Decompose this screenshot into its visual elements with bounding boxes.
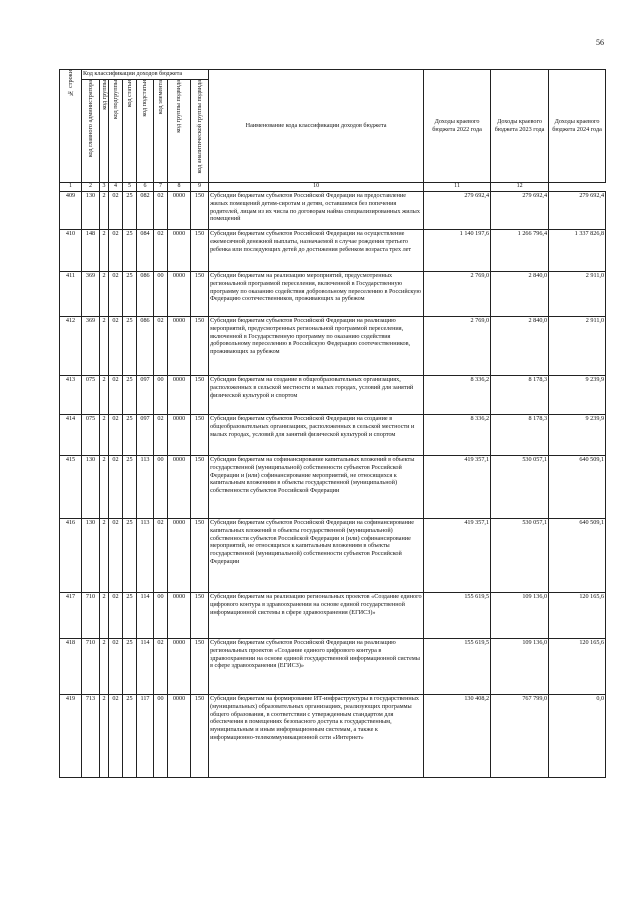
- column-number: 9: [191, 183, 209, 192]
- amount-2024: 2 911,0: [549, 272, 606, 317]
- subtype-group-code: 0000: [168, 519, 191, 593]
- subtype-group-code: 0000: [168, 272, 191, 317]
- row-number: 417: [60, 593, 82, 639]
- income-name: Субсидии бюджетам на реализацию мероприятий, предусмотренных региональной программой переселения, включенной в Государственную программу по оказанию содействия добровольному переселению в Российскую Федерацию соотечественников, проживающих за рубежом: [209, 272, 424, 317]
- column-number: 2: [82, 183, 100, 192]
- amount-2022: 419 357,1: [424, 456, 491, 519]
- amount-2023: 767 799,0: [491, 695, 549, 778]
- amount-2024: 1 337 826,8: [549, 230, 606, 272]
- row-number: 412: [60, 317, 82, 376]
- analytic-group-code: 150: [191, 192, 209, 230]
- element-code: 00: [154, 272, 168, 317]
- analytic-group-code: 150: [191, 272, 209, 317]
- table-row: [60, 456, 606, 519]
- admin-code: 710: [82, 639, 100, 695]
- subgroup-code: 02: [109, 519, 123, 593]
- element-code: 02: [154, 415, 168, 456]
- admin-code: 075: [82, 376, 100, 415]
- column-number: 8: [168, 183, 191, 192]
- subgroup-code: 02: [109, 415, 123, 456]
- analytic-group-code: 150: [191, 519, 209, 593]
- article-code: 25: [123, 593, 137, 639]
- article-code: 25: [123, 639, 137, 695]
- table-row: [60, 376, 606, 415]
- header-row-group: [60, 70, 606, 80]
- income-name: Субсидии бюджетам на софинансирование капитальных вложений в объекты государственной (муниципальной) собственности субъектов Российской Федерации и (или) софинансирование мероприятий, не относящихся к капитальным вложениям в объекты государственной (муниципальной) собственности субъектов Российской Федерации: [209, 456, 424, 519]
- subtype-group-code: 0000: [168, 695, 191, 778]
- income-name: Субсидии бюджетам субъектов Российской Федерации на создание в общеобразовательных организациях, расположенных в сельской местности и малых городах, условий для занятий физической культурой и спортом: [209, 415, 424, 456]
- header-classification-group: Код классификации доходов бюджета: [82, 70, 209, 80]
- analytic-group-code: 150: [191, 639, 209, 695]
- table-row: [60, 192, 606, 230]
- subgroup-code: 02: [109, 376, 123, 415]
- amount-2023: 8 178,3: [491, 376, 549, 415]
- row-number: 415: [60, 456, 82, 519]
- admin-code: 710: [82, 593, 100, 639]
- group-code: 2: [100, 272, 109, 317]
- column-number: 1: [60, 183, 82, 192]
- column-numbers-row: [60, 183, 606, 192]
- subarticle-code: 117: [137, 695, 154, 778]
- group-code: 2: [100, 519, 109, 593]
- subarticle-code: 114: [137, 639, 154, 695]
- header-amount-2022: Доходы краевого бюджета 2022 года: [424, 70, 491, 183]
- header-admin-code: код главного администратора: [82, 80, 100, 183]
- amount-2023: 530 057,1: [491, 519, 549, 593]
- admin-code: 369: [82, 317, 100, 376]
- amount-2022: 419 357,1: [424, 519, 491, 593]
- article-code: 25: [123, 192, 137, 230]
- page-number: 56: [596, 38, 604, 47]
- admin-code: 130: [82, 456, 100, 519]
- subarticle-code: 097: [137, 376, 154, 415]
- analytic-group-code: 150: [191, 415, 209, 456]
- article-code: 25: [123, 695, 137, 778]
- admin-code: 369: [82, 272, 100, 317]
- row-number: 411: [60, 272, 82, 317]
- element-code: 00: [154, 593, 168, 639]
- article-code: 25: [123, 272, 137, 317]
- column-number: 4: [109, 183, 123, 192]
- budget-income-table: [59, 69, 606, 778]
- element-code: 02: [154, 230, 168, 272]
- element-code: 00: [154, 456, 168, 519]
- header-amount-2024: Доходы краевого бюджета 2024 года: [549, 70, 606, 183]
- header-analytic-group-code: код аналитической группы подвида: [191, 80, 209, 183]
- table-row: [60, 272, 606, 317]
- element-code: 00: [154, 695, 168, 778]
- subtype-group-code: 0000: [168, 376, 191, 415]
- table-row: [60, 695, 606, 778]
- element-code: 02: [154, 519, 168, 593]
- amount-2022: 130 408,2: [424, 695, 491, 778]
- admin-code: 075: [82, 415, 100, 456]
- table-row: [60, 639, 606, 695]
- amount-2023: 109 136,0: [491, 593, 549, 639]
- group-code: 2: [100, 456, 109, 519]
- amount-2023: 1 266 796,4: [491, 230, 549, 272]
- row-number: 409: [60, 192, 82, 230]
- element-code: 02: [154, 317, 168, 376]
- income-name: Субсидии бюджетам субъектов Российской Федерации на реализацию региональных проектов «Создание единого цифрового контура в здравоохранении на основе единой государственной информационной системы в сфере здравоохранения (ЕГИСЗ)»: [209, 639, 424, 695]
- header-subarticle-code: код подстатьи: [137, 80, 154, 183]
- group-code: 2: [100, 593, 109, 639]
- subarticle-code: 113: [137, 456, 154, 519]
- analytic-group-code: 150: [191, 695, 209, 778]
- row-number: 416: [60, 519, 82, 593]
- subarticle-code: 086: [137, 272, 154, 317]
- row-number: 414: [60, 415, 82, 456]
- amount-2024: 9 239,9: [549, 415, 606, 456]
- row-number: 410: [60, 230, 82, 272]
- column-number: 11: [424, 183, 491, 192]
- subgroup-code: 02: [109, 639, 123, 695]
- subtype-group-code: 0000: [168, 317, 191, 376]
- subarticle-code: 097: [137, 415, 154, 456]
- table-body: [60, 192, 606, 778]
- subtype-group-code: 0000: [168, 639, 191, 695]
- subgroup-code: 02: [109, 192, 123, 230]
- article-code: 25: [123, 230, 137, 272]
- subtype-group-code: 0000: [168, 192, 191, 230]
- analytic-group-code: 150: [191, 317, 209, 376]
- table-row: [60, 593, 606, 639]
- amount-2023: 530 057,1: [491, 456, 549, 519]
- group-code: 2: [100, 376, 109, 415]
- income-name: Субсидии бюджетам субъектов Российской Федерации на осуществление ежемесячной денежной выплаты, назначаемой в случае рождения третьего ребенка или последующих детей до достижения ребенком возраста трех лет: [209, 230, 424, 272]
- column-number: 6: [137, 183, 154, 192]
- row-number: 418: [60, 639, 82, 695]
- column-number: 10: [209, 183, 424, 192]
- admin-code: 130: [82, 192, 100, 230]
- group-code: 2: [100, 695, 109, 778]
- amount-2023: 109 136,0: [491, 639, 549, 695]
- column-number: 7: [154, 183, 168, 192]
- group-code: 2: [100, 415, 109, 456]
- amount-2024: 120 165,6: [549, 593, 606, 639]
- subtype-group-code: 0000: [168, 593, 191, 639]
- element-code: 00: [154, 376, 168, 415]
- amount-2022: 8 336,2: [424, 415, 491, 456]
- income-name: Субсидии бюджетам на реализацию региональных проектов «Создание единого цифрового контура в здравоохранении на основе единой государственной информационной системы в сфере здравоохранения (ЕГИСЗ)»: [209, 593, 424, 639]
- row-number: 419: [60, 695, 82, 778]
- table-row: [60, 230, 606, 272]
- subgroup-code: 02: [109, 230, 123, 272]
- analytic-group-code: 150: [191, 376, 209, 415]
- amount-2024: 279 692,4: [549, 192, 606, 230]
- group-code: 2: [100, 192, 109, 230]
- income-name: Субсидии бюджетам на создание в общеобразовательных организациях, расположенных в сельской местности и малых городах, условий для занятий физической культурой и спортом: [209, 376, 424, 415]
- header-row-number: № строки: [60, 70, 82, 183]
- column-number: 3: [100, 183, 109, 192]
- subgroup-code: 02: [109, 593, 123, 639]
- element-code: 02: [154, 639, 168, 695]
- group-code: 2: [100, 230, 109, 272]
- admin-code: 148: [82, 230, 100, 272]
- admin-code: 713: [82, 695, 100, 778]
- income-name: Субсидии бюджетам на формирование ИТ-инфраструктуры в государственных (муниципальных) образовательных организациях, реализующих программы общего образования, в соответствии с утвержденным стандартом для обеспечения в помещениях безопасного доступа к государственным, муниципальным и иным информационным системам, а также к информационно-телекоммуникационной сети «Интернет»: [209, 695, 424, 778]
- table-row: [60, 519, 606, 593]
- group-code: 2: [100, 317, 109, 376]
- amount-2022: 279 692,4: [424, 192, 491, 230]
- article-code: 25: [123, 317, 137, 376]
- amount-2022: 8 336,2: [424, 376, 491, 415]
- amount-2023: 2 840,0: [491, 272, 549, 317]
- subgroup-code: 02: [109, 456, 123, 519]
- header-article-code: код статьи: [123, 80, 137, 183]
- element-code: 02: [154, 192, 168, 230]
- amount-2022: 1 140 197,6: [424, 230, 491, 272]
- subarticle-code: 086: [137, 317, 154, 376]
- amount-2023: 279 692,4: [491, 192, 549, 230]
- amount-2022: 155 619,5: [424, 593, 491, 639]
- income-name: Субсидии бюджетам субъектов Российской Федерации на предоставление жилых помещений детям-сиротам и детям, оставшимся без попечения родителей, лицам из их числа по договорам найма специализированных жилых помещений: [209, 192, 424, 230]
- subtype-group-code: 0000: [168, 456, 191, 519]
- analytic-group-code: 150: [191, 230, 209, 272]
- article-code: 25: [123, 456, 137, 519]
- article-code: 25: [123, 376, 137, 415]
- amount-2024: 2 911,0: [549, 317, 606, 376]
- amount-2023: 8 178,3: [491, 415, 549, 456]
- group-code: 2: [100, 639, 109, 695]
- amount-2022: 155 619,5: [424, 639, 491, 695]
- income-name: Субсидии бюджетам субъектов Российской Федерации на реализацию мероприятий, предусмотренных региональной программой переселения, включенной в Государственную программу по оказанию содействия добровольному переселению в Российскую Федерацию соотечественников, проживающих за рубежом: [209, 317, 424, 376]
- subarticle-code: 113: [137, 519, 154, 593]
- article-code: 25: [123, 519, 137, 593]
- header-group-code: код группы: [100, 80, 109, 183]
- subtype-group-code: 0000: [168, 415, 191, 456]
- header-amount-2023: Доходы краевого бюджета 2023 года: [491, 70, 549, 183]
- subgroup-code: 02: [109, 317, 123, 376]
- subgroup-code: 02: [109, 695, 123, 778]
- column-number: 5: [123, 183, 137, 192]
- header-subtype-group-code: код группы подвида: [168, 80, 191, 183]
- column-number: 12: [491, 183, 549, 192]
- amount-2022: 2 769,0: [424, 272, 491, 317]
- table-row: [60, 415, 606, 456]
- amount-2024: 9 239,9: [549, 376, 606, 415]
- subarticle-code: 082: [137, 192, 154, 230]
- admin-code: 130: [82, 519, 100, 593]
- amount-2024: 640 509,1: [549, 519, 606, 593]
- subarticle-code: 114: [137, 593, 154, 639]
- article-code: 25: [123, 415, 137, 456]
- header-element-code: код элемента: [154, 80, 168, 183]
- row-number: 413: [60, 376, 82, 415]
- amount-2024: 120 165,6: [549, 639, 606, 695]
- income-name: Субсидии бюджетам субъектов Российской Федерации на софинансирование капитальных вложений в объекты государственной (муниципальной) собственности субъектов Российской Федерации и (или) софинансирование мероприятий, не относящихся к капитальным вложениям в объекты государственной (муниципальной) собственности субъектов Российской Федерации: [209, 519, 424, 593]
- analytic-group-code: 150: [191, 456, 209, 519]
- table-row: [60, 317, 606, 376]
- amount-2024: 0,0: [549, 695, 606, 778]
- subtype-group-code: 0000: [168, 230, 191, 272]
- amount-2024: 640 509,1: [549, 456, 606, 519]
- subgroup-code: 02: [109, 272, 123, 317]
- header-subgroup-code: код подгруппы: [109, 80, 123, 183]
- subarticle-code: 084: [137, 230, 154, 272]
- header-name: Наименование кода классификации доходов бюджета: [209, 70, 424, 183]
- analytic-group-code: 150: [191, 593, 209, 639]
- amount-2022: 2 769,0: [424, 317, 491, 376]
- amount-2023: 2 840,0: [491, 317, 549, 376]
